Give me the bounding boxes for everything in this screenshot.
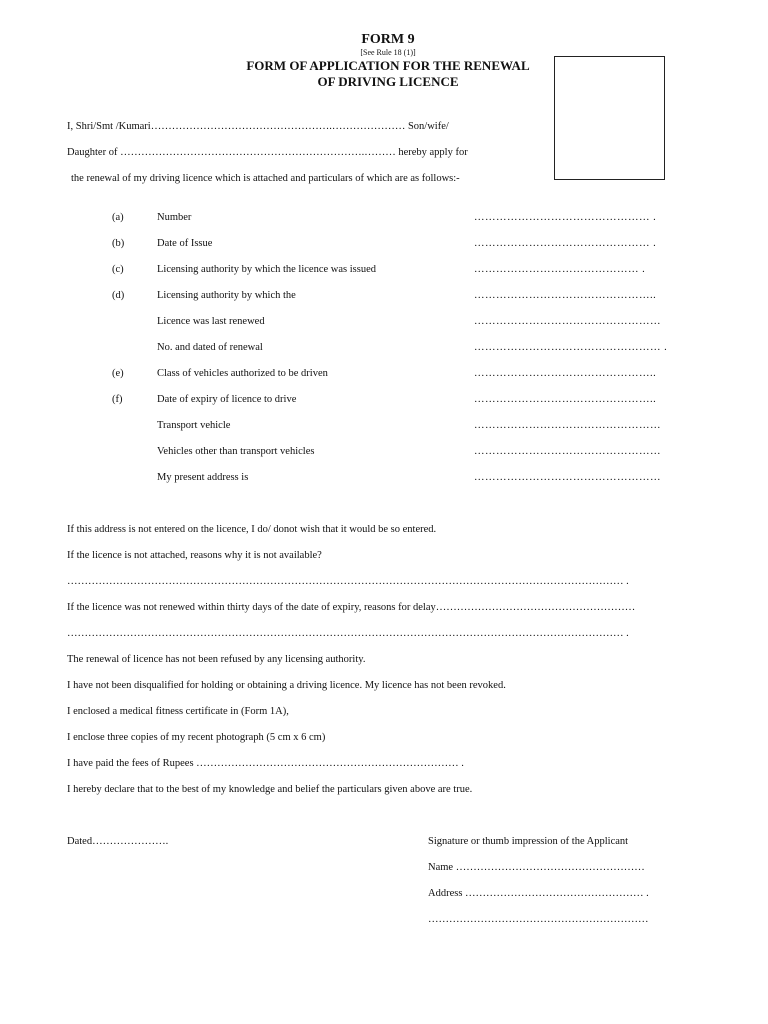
address-field: Address …………………………………………… . [428, 888, 649, 899]
particular-blank: …………………………………………… [474, 446, 661, 457]
particular-blank: ……………………………………… . [474, 264, 646, 275]
particular-mark: (c) [112, 264, 124, 275]
rule-reference: [See Rule 18 (1)] [360, 48, 416, 57]
particular-blank: …………………………………………… [474, 316, 661, 327]
particular-label: Licensing authority by which the licence was issued [157, 264, 376, 275]
licence-not-attached-question: If the licence is not attached, reasons why it is not available? [67, 550, 322, 561]
intro-line-2: Daughter of …………………………………………………………….……… hereby apply for [67, 147, 468, 158]
not-disqualified-statement: I have not been disqualified for holding or obtaining a driving licence. My licence has not been revoked. [67, 680, 506, 691]
signature-label: Signature or thumb impression of the Applicant [428, 836, 629, 847]
name-field: Name ……………………………………………… [428, 862, 645, 873]
fees-statement: I have paid the fees of Rupees ………………………………………………………………… . [67, 758, 464, 769]
intro-line-1: I, Shri/Smt /Kumari…………………………………………….………………… Son/wife/ [67, 121, 449, 132]
particular-mark: (d) [112, 290, 125, 301]
form-title-line-2: OF DRIVING LICENCE [317, 74, 459, 89]
medical-certificate-statement: I enclosed a medical fitness certificate in (Form 1A), [67, 706, 289, 717]
particular-blank: ………………………………………….. [474, 368, 657, 379]
intro-line-3: the renewal of my driving licence which is attached and particulars of which are as follows:- [71, 173, 460, 184]
particular-mark: (e) [112, 368, 124, 379]
particular-label: Date of Issue [157, 238, 213, 249]
particular-blank: …………………………………………… [474, 420, 661, 431]
reason-blank-line-2: …………………………………………………………………………………………………………………………………………… . [67, 628, 629, 639]
particular-label: Vehicles other than transport vehicles [157, 446, 315, 457]
particular-mark: (b) [112, 238, 125, 249]
declaration-statement: I hereby declare that to the best of my knowledge and belief the particulars given above are true. [67, 784, 473, 795]
particular-blank: ………………………………………… . [474, 238, 657, 249]
form-title-line-1: FORM OF APPLICATION FOR THE RENEWAL [246, 58, 530, 73]
form-header [200, 32, 576, 90]
reason-blank-line-1: …………………………………………………………………………………………………………………………………………… . [67, 576, 629, 587]
particular-label: Date of expiry of licence to drive [157, 394, 297, 405]
particular-label: Licensing authority by which the [157, 290, 296, 301]
particular-blank: ………………………………………….. [474, 290, 657, 301]
particular-mark: (a) [112, 212, 124, 223]
particular-blank: …………………………………………… [474, 472, 661, 483]
address-entry-statement: If this address is not entered on the licence, I do/ donot wish that it would be so entered. [67, 524, 437, 535]
particular-label: Number [157, 212, 192, 223]
particular-label: No. and dated of renewal [157, 342, 263, 353]
form-number: FORM 9 [361, 32, 415, 47]
photographs-statement: I enclose three copies of my recent photograph (5 cm x 6 cm) [67, 732, 326, 743]
particular-label: Licence was last renewed [157, 316, 265, 327]
dated-field: Dated…………………. [67, 836, 169, 847]
particular-label: Class of vehicles authorized to be driven [157, 368, 328, 379]
particular-blank: ………………………………………….. [474, 394, 657, 405]
not-refused-statement: The renewal of licence has not been refused by any licensing authority. [67, 654, 366, 665]
particular-label: My present address is [157, 472, 249, 483]
address-continuation-field: ……………………………………………………… [428, 914, 649, 925]
particular-mark: (f) [112, 394, 123, 405]
particular-blank: ………………………………………… . [474, 212, 657, 223]
particular-label: Transport vehicle [157, 420, 231, 431]
photo-box [554, 56, 665, 180]
delay-reason-statement: If the licence was not renewed within thirty days of the date of expiry, reasons for delay………………………………………………… [67, 602, 636, 613]
particular-blank: …………………………………………… . [474, 342, 668, 353]
